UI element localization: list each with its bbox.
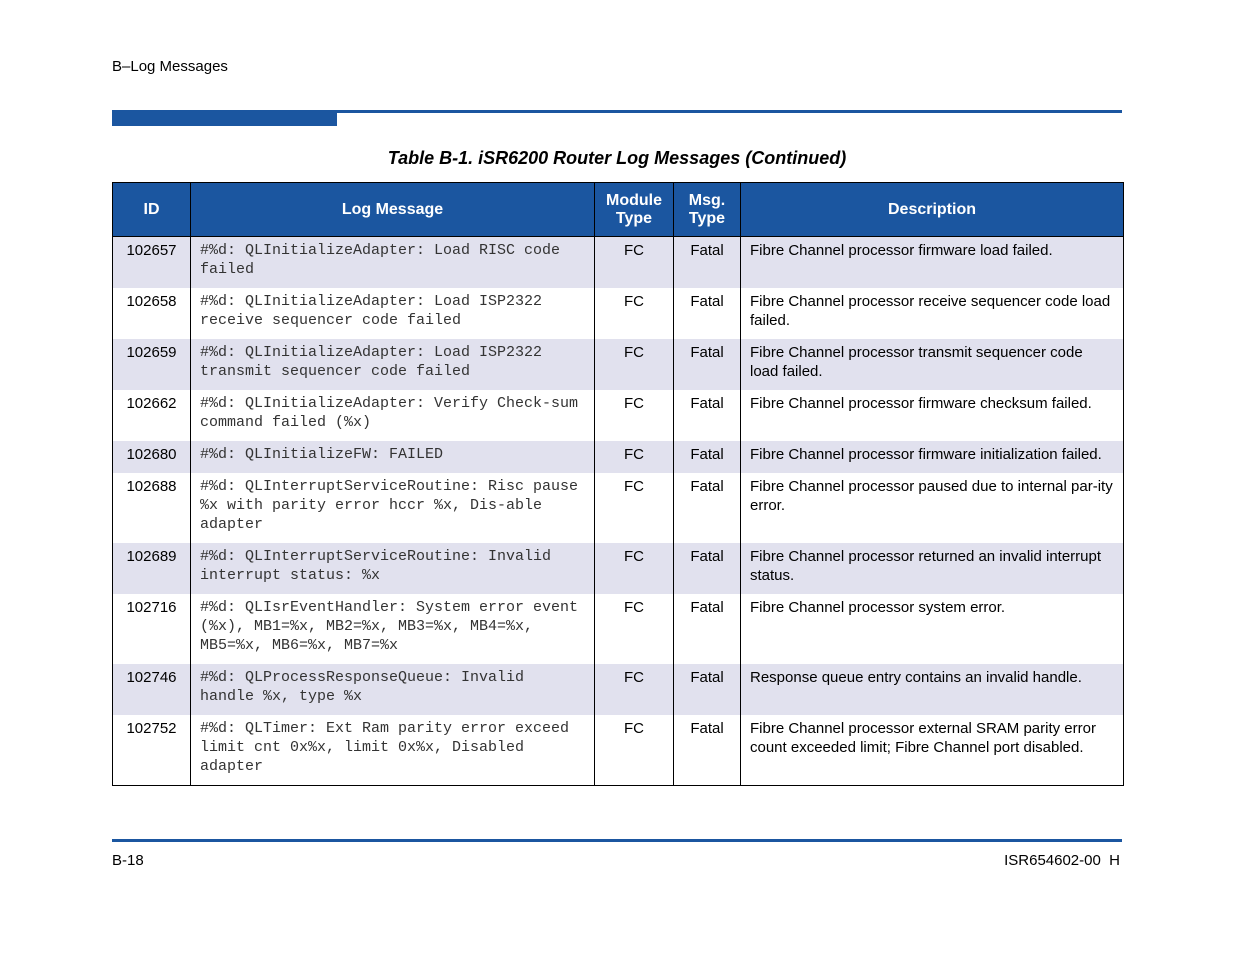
row-msg-type: Fatal (674, 543, 741, 594)
row-module-type: FC (595, 543, 674, 594)
row-module-type: FC (595, 594, 674, 664)
table-row (113, 441, 1124, 473)
row-log-message: #%d: QLIsrEventHandler: System error event (%x), MB1=%x, MB2=%x, MB3=%x, MB4=%x, MB5=%x, MB6=%x, MB7=%x (191, 594, 595, 664)
row-id: 102716 (113, 594, 191, 664)
row-msg-type: Fatal (674, 441, 741, 473)
row-msg-type: Fatal (674, 288, 741, 339)
row-description: Fibre Channel processor firmware load failed. (741, 237, 1124, 289)
row-module-type: FC (595, 441, 674, 473)
row-msg-type: Fatal (674, 594, 741, 664)
table-body (113, 237, 1124, 786)
row-msg-type: Fatal (674, 664, 741, 715)
row-id: 102657 (113, 237, 191, 289)
row-description: Fibre Channel processor system error. (741, 594, 1124, 664)
row-module-type: FC (595, 664, 674, 715)
table-row (113, 594, 1124, 664)
table-row (113, 543, 1124, 594)
row-description: Fibre Channel processor transmit sequencer code load failed. (741, 339, 1124, 390)
column-header-description: Description (741, 183, 1124, 237)
row-log-message: #%d: QLInitializeAdapter: Load ISP2322 receive sequencer code failed (191, 288, 595, 339)
row-module-type: FC (595, 715, 674, 786)
row-log-message: #%d: QLInterruptServiceRoutine: Invalid interrupt status: %x (191, 543, 595, 594)
row-module-type: FC (595, 390, 674, 441)
row-description: Fibre Channel processor paused due to internal par-ity error. (741, 473, 1124, 543)
log-messages-table (112, 182, 1124, 786)
row-log-message: #%d: QLInitializeAdapter: Load ISP2322 transmit sequencer code failed (191, 339, 595, 390)
table-row (113, 339, 1124, 390)
table-header-row (113, 183, 1124, 237)
row-msg-type: Fatal (674, 473, 741, 543)
row-description: Fibre Channel processor firmware initialization failed. (741, 441, 1124, 473)
table-title: Table B-1. iSR6200 Router Log Messages (Continued) (387, 148, 847, 168)
column-header-log-message: Log Message (191, 183, 595, 237)
table-row (113, 664, 1124, 715)
row-description: Fibre Channel processor firmware checksum failed. (741, 390, 1124, 441)
running-head: B–Log Messages (112, 58, 228, 75)
column-header-msg-type: Msg. Type (674, 183, 741, 237)
row-id: 102689 (113, 543, 191, 594)
row-log-message: #%d: QLProcessResponseQueue: Invalid handle %x, type %x (191, 664, 595, 715)
table-row (113, 288, 1124, 339)
table-row (113, 390, 1124, 441)
row-log-message: #%d: QLTimer: Ext Ram parity error exceed limit cnt 0x%x, limit 0x%x, Disabled adapter (191, 715, 595, 786)
row-description: Response queue entry contains an invalid handle. (741, 664, 1124, 715)
row-module-type: FC (595, 237, 674, 289)
table-row (113, 715, 1124, 786)
table-row (113, 237, 1124, 289)
row-log-message: #%d: QLInterruptServiceRoutine: Risc pause %x with parity error hccr %x, Dis-able adapter (191, 473, 595, 543)
row-module-type: FC (595, 473, 674, 543)
row-log-message: #%d: QLInitializeAdapter: Verify Check-sum command failed (%x) (191, 390, 595, 441)
row-id: 102746 (113, 664, 191, 715)
row-id: 102659 (113, 339, 191, 390)
row-id: 102662 (113, 390, 191, 441)
row-msg-type: Fatal (674, 390, 741, 441)
footer-rule (112, 839, 1122, 842)
row-description: Fibre Channel processor external SRAM parity error count exceeded limit; Fibre Channel port disabled. (741, 715, 1124, 786)
row-description: Fibre Channel processor returned an invalid interrupt status. (741, 543, 1124, 594)
column-header-id: ID (113, 183, 191, 237)
column-header-module-type: Module Type (595, 183, 674, 237)
row-log-message: #%d: QLInitializeFW: FAILED (191, 441, 595, 473)
row-module-type: FC (595, 339, 674, 390)
row-description: Fibre Channel processor receive sequencer code load failed. (741, 288, 1124, 339)
page-number: B-18 (112, 852, 144, 869)
row-log-message: #%d: QLInitializeAdapter: Load RISC code failed (191, 237, 595, 289)
row-module-type: FC (595, 288, 674, 339)
row-id: 102752 (113, 715, 191, 786)
row-msg-type: Fatal (674, 339, 741, 390)
row-id: 102688 (113, 473, 191, 543)
row-msg-type: Fatal (674, 237, 741, 289)
row-msg-type: Fatal (674, 715, 741, 786)
row-id: 102680 (113, 441, 191, 473)
table-row (113, 473, 1124, 543)
header-rule-block (112, 110, 337, 126)
row-id: 102658 (113, 288, 191, 339)
document-id: ISR654602-00 H (1004, 852, 1120, 869)
